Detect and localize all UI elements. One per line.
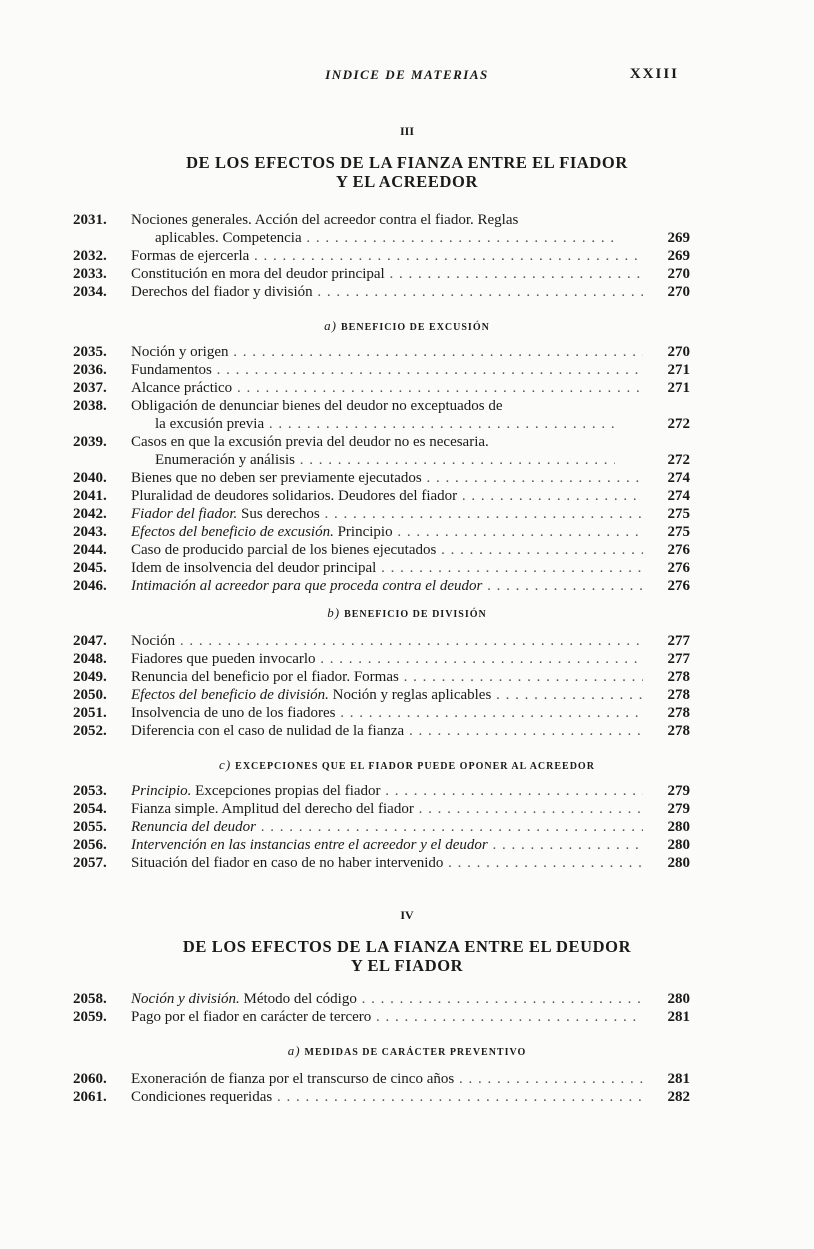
section-title-line2: Y EL FIADOR xyxy=(350,956,464,975)
entry-number: 2053. xyxy=(73,783,107,799)
subsection-heading xyxy=(0,605,814,621)
entry-title xyxy=(131,283,643,301)
entry-title xyxy=(131,650,643,668)
entry-title-text: Nociones generales. Acción del acreedor contra el fiador. Reglas xyxy=(131,212,519,228)
entry-number: 2032. xyxy=(73,248,107,264)
entry-page-number: 280 xyxy=(667,991,690,1007)
entry-title-text: Diferencia con el caso de nulidad de la fianza xyxy=(131,723,405,739)
toc-entry xyxy=(73,854,690,872)
entry-page-number: 269 xyxy=(667,248,690,264)
entry-page-number: 276 xyxy=(667,542,690,558)
entry-title-text: Alcance práctico xyxy=(131,380,233,396)
entry-page-number: 272 xyxy=(667,452,690,468)
toc-entry xyxy=(73,782,690,800)
entry-title xyxy=(131,668,643,686)
entry-number: 2047. xyxy=(73,633,107,649)
toc-entry xyxy=(73,397,690,415)
entry-title xyxy=(131,632,643,650)
entry-number: 2042. xyxy=(73,506,107,522)
entry-page-number: 277 xyxy=(667,651,690,667)
entry-page-number: 270 xyxy=(667,284,690,300)
subsection-letter: a) xyxy=(324,318,338,333)
entry-number: 2034. xyxy=(73,284,107,300)
entry-title-text: Condiciones requeridas xyxy=(131,1089,273,1105)
entry-number: 2035. xyxy=(73,344,107,360)
subsection-letter: a) xyxy=(287,1043,301,1058)
entry-number: 2058. xyxy=(73,991,107,1007)
entry-title xyxy=(131,211,643,229)
entry-title xyxy=(131,836,643,854)
section-title-line2: Y EL ACREEDOR xyxy=(336,172,478,191)
entry-title-text: Principio xyxy=(333,524,393,540)
entry-number: 2060. xyxy=(73,1071,107,1087)
entry-page-number: 282 xyxy=(667,1089,690,1105)
entry-title-text: Insolvencia de uno de los fiadores xyxy=(131,705,336,721)
entry-number: 2033. xyxy=(73,266,107,282)
entry-title-text: Bienes que no deben ser previamente ejecutados xyxy=(131,470,422,486)
entry-number: 2049. xyxy=(73,669,107,685)
toc-entry xyxy=(73,650,690,668)
entry-page-number: 275 xyxy=(667,524,690,540)
entry-page-number: 274 xyxy=(667,470,690,486)
toc-entry xyxy=(73,836,690,854)
entry-title-text: Situación del fiador en caso de no haber intervenido xyxy=(131,855,444,871)
entry-title-text: Pluralidad de deudores solidarios. Deudores del fiador xyxy=(131,488,458,504)
entry-page-number: 271 xyxy=(667,380,690,396)
entry-title-text: Casos en que la excusión previa del deudor no es necesaria. xyxy=(131,434,489,450)
toc-entry xyxy=(73,469,690,487)
entry-number: 2031. xyxy=(73,212,107,228)
toc-entry xyxy=(73,211,690,229)
entry-page-number: 276 xyxy=(667,578,690,594)
entry-number: 2061. xyxy=(73,1089,107,1105)
subsection-label: EXCEPCIONES QUE EL FIADOR PUEDE OPONER AL ACREEDOR xyxy=(235,761,595,772)
toc-entry xyxy=(73,1008,690,1026)
entry-title xyxy=(131,782,643,800)
subsection-heading xyxy=(0,757,814,773)
subsection-label: BENEFICIO DE EXCUSIÓN xyxy=(341,322,490,333)
section-title-line1: DE LOS EFECTOS DE LA FIANZA ENTRE EL DEUDOR xyxy=(182,937,632,956)
entry-title xyxy=(131,800,643,818)
subsection-letter: c) xyxy=(219,757,232,772)
entry-title-italic: Efectos del beneficio de excusión. xyxy=(131,524,334,540)
toc-entry xyxy=(73,559,690,577)
entry-number: 2056. xyxy=(73,837,107,853)
entry-title-continuation: la excusión previa . . . xyxy=(155,415,615,433)
entry-number: 2045. xyxy=(73,560,107,576)
toc-entry xyxy=(73,577,690,595)
entry-title-text: Noción y reglas aplicables xyxy=(328,687,492,703)
entry-number: 2048. xyxy=(73,651,107,667)
entry-title-text: Sus derechos xyxy=(237,506,320,522)
entry-title xyxy=(131,265,643,283)
entry-page-number: 271 xyxy=(667,362,690,378)
section-number: III xyxy=(399,124,414,138)
toc-entry xyxy=(73,818,690,836)
entry-page-number: 272 xyxy=(667,416,690,432)
entry-title xyxy=(131,559,643,577)
entry-title xyxy=(131,854,643,872)
subsection-letter: b) xyxy=(327,605,341,620)
entry-title-text: Constitución en mora del deudor principal xyxy=(131,266,385,282)
entry-title-italic: Principio. xyxy=(131,783,192,799)
entry-title-text: Fundamentos xyxy=(131,362,212,378)
entry-number: 2039. xyxy=(73,434,107,450)
entry-title-text: Derechos del fiador y división xyxy=(131,284,313,300)
entry-title-italic: Noción y división. xyxy=(131,991,240,1007)
toc-entry xyxy=(73,800,690,818)
toc-entry xyxy=(73,265,690,283)
entry-page-number: 281 xyxy=(667,1009,690,1025)
entry-title xyxy=(131,818,643,836)
entry-number: 2052. xyxy=(73,723,107,739)
entry-page-number: 269 xyxy=(667,230,690,246)
entry-title xyxy=(131,379,643,397)
entry-title-text: Pago por el fiador en carácter de tercero xyxy=(131,1009,372,1025)
toc-entry xyxy=(73,541,690,559)
toc-entry xyxy=(73,247,690,265)
entry-title-text: Renuncia del beneficio por el fiador. Formas xyxy=(131,669,399,685)
entry-page-number: 279 xyxy=(667,783,690,799)
entry-number: 2050. xyxy=(73,687,107,703)
subsection-label: MEDIDAS DE CARÁCTER PREVENTIVO xyxy=(304,1047,527,1058)
entry-page-number: 274 xyxy=(667,488,690,504)
toc-entry xyxy=(73,343,690,361)
entry-title-text: Idem de insolvencia del deudor principal xyxy=(131,560,377,576)
entry-title xyxy=(131,1070,643,1088)
entry-title-text: Fianza simple. Amplitud del derecho del fiador xyxy=(131,801,414,817)
entry-title-italic: Efectos del beneficio de división. xyxy=(131,687,329,703)
entry-page-number: 270 xyxy=(667,344,690,360)
toc-entry xyxy=(73,283,690,301)
entry-title xyxy=(131,541,643,559)
subsection-heading xyxy=(0,318,814,334)
entry-title xyxy=(131,343,643,361)
entry-title xyxy=(131,505,643,523)
entry-title-text: Método del código xyxy=(239,991,357,1007)
entry-page-number: 280 xyxy=(667,837,690,853)
entry-title-text: Obligación de denunciar bienes del deudor no exceptuados de xyxy=(131,398,503,414)
entry-page-number: 278 xyxy=(667,723,690,739)
toc-entry xyxy=(73,1070,690,1088)
entry-number: 2057. xyxy=(73,855,107,871)
toc-entry xyxy=(73,686,690,704)
entry-number: 2043. xyxy=(73,524,107,540)
entry-number: 2036. xyxy=(73,362,107,378)
toc-entry xyxy=(73,361,690,379)
entry-page-number: 277 xyxy=(667,633,690,649)
toc-entry xyxy=(73,379,690,397)
entry-number: 2040. xyxy=(73,470,107,486)
entry-page-number: 278 xyxy=(667,669,690,685)
entry-title xyxy=(131,247,643,265)
entry-number: 2051. xyxy=(73,705,107,721)
entry-title xyxy=(131,577,643,595)
toc-entry xyxy=(73,722,690,740)
entry-title xyxy=(131,722,643,740)
entry-title xyxy=(131,469,643,487)
entry-title-text: Excepciones propias del fiador xyxy=(191,783,381,799)
entry-title xyxy=(131,433,643,451)
entry-title xyxy=(131,686,643,704)
entry-page-number: 280 xyxy=(667,819,690,835)
entry-page-number: 281 xyxy=(667,1071,690,1087)
entry-title xyxy=(131,704,643,722)
entry-title-text: Noción xyxy=(131,633,176,649)
entry-page-number: 279 xyxy=(667,801,690,817)
section-title-line1: DE LOS EFECTOS DE LA FIANZA ENTRE EL FIADOR xyxy=(186,153,628,172)
toc-entry xyxy=(73,487,690,505)
entry-number: 2037. xyxy=(73,380,107,396)
running-header-title: INDICE DE MATERIAS xyxy=(325,67,489,82)
entry-title xyxy=(131,523,643,541)
entry-number: 2054. xyxy=(73,801,107,817)
entry-title-text: Fiadores que pueden invocarlo xyxy=(131,651,316,667)
section-number: IV xyxy=(400,908,414,922)
entry-title xyxy=(131,1088,643,1106)
entry-title-continuation: aplicables. Competencia . . . xyxy=(155,229,615,247)
toc-entry xyxy=(73,668,690,686)
entry-title-italic: Intervención en las instancias entre el acreedor y el deudor xyxy=(131,837,488,853)
toc-entry xyxy=(73,990,690,1008)
toc-entry xyxy=(73,704,690,722)
toc-entry xyxy=(73,523,690,541)
entry-page-number: 276 xyxy=(667,560,690,576)
entry-number: 2046. xyxy=(73,578,107,594)
entry-title xyxy=(131,397,643,415)
entry-title-italic: Renuncia del deudor xyxy=(131,819,256,835)
entry-number: 2038. xyxy=(73,398,107,414)
entry-title xyxy=(131,487,643,505)
entry-title-text: Caso de producido parcial de los bienes ejecutados xyxy=(131,542,437,558)
entry-page-number: 278 xyxy=(667,705,690,721)
running-header-page-number: XXIII xyxy=(629,66,679,82)
entry-number: 2055. xyxy=(73,819,107,835)
entry-page-number: 280 xyxy=(667,855,690,871)
entry-title xyxy=(131,1008,643,1026)
entry-title-text: Exoneración de fianza por el transcurso de cinco años xyxy=(131,1071,455,1087)
entry-title-italic: Intimación al acreedor para que proceda contra el deudor xyxy=(131,578,483,594)
toc-entry xyxy=(73,632,690,650)
toc-entry xyxy=(73,505,690,523)
entry-title-text: Formas de ejercerla xyxy=(131,248,250,264)
entry-title-text: Noción y origen xyxy=(131,344,229,360)
entry-title xyxy=(131,990,643,1008)
subsection-heading xyxy=(0,1043,814,1059)
entry-page-number: 270 xyxy=(667,266,690,282)
entry-title-continuation: Enumeración y análisis . . . xyxy=(155,451,615,469)
entry-number: 2041. xyxy=(73,488,107,504)
entry-title-italic: Fiador del fiador. xyxy=(131,506,238,522)
entry-page-number: 275 xyxy=(667,506,690,522)
toc-entry xyxy=(73,1088,690,1106)
entry-number: 2059. xyxy=(73,1009,107,1025)
entry-page-number: 278 xyxy=(667,687,690,703)
toc-entry xyxy=(73,433,690,451)
subsection-label: BENEFICIO DE DIVISIÓN xyxy=(344,609,487,620)
entry-title xyxy=(131,361,643,379)
entry-number: 2044. xyxy=(73,542,107,558)
